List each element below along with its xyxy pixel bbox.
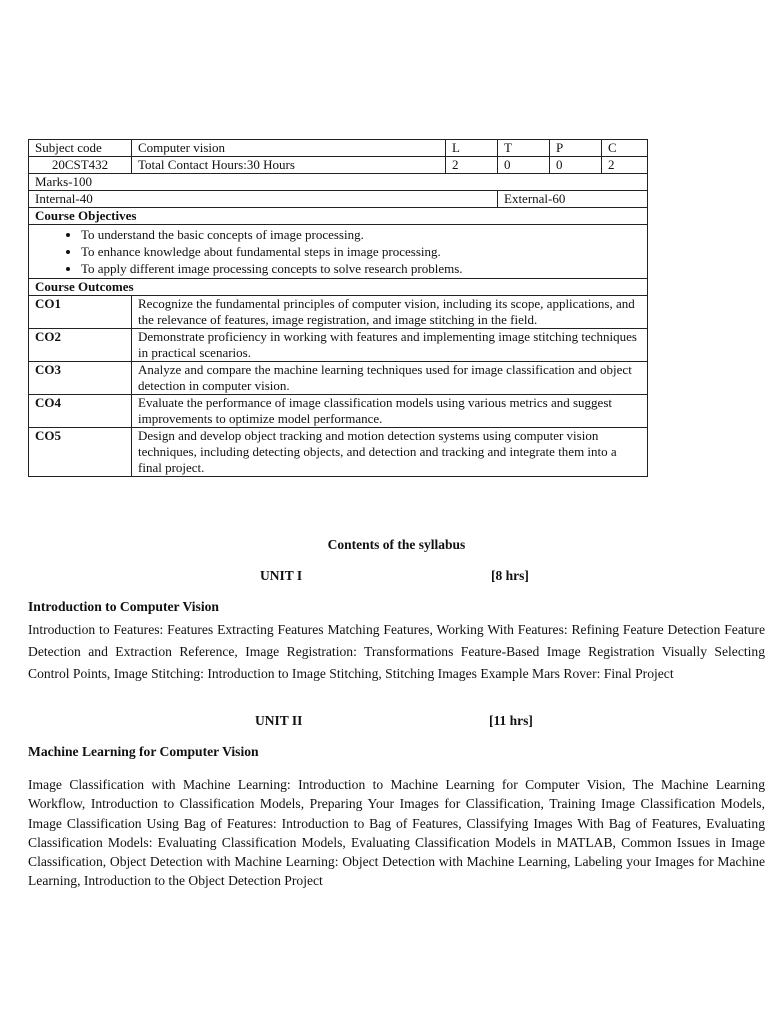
outcome-code: CO4 (29, 395, 132, 428)
subject-code: 20CST432 (29, 157, 132, 174)
outcome-text: Analyze and compare the machine learning techniques used for image classification and object detection in computer vision. (132, 362, 648, 395)
list-item: • To apply different image processing concepts to solve research problems. (81, 260, 641, 277)
course-info-table (28, 139, 648, 477)
outcome-code: CO3 (29, 362, 132, 395)
outcome-text: Demonstrate proficiency in working with features and implementing image stitching techniques in practical scenarios. (132, 329, 648, 362)
unit2-hours: [11 hrs] (489, 713, 533, 728)
table-row (29, 225, 648, 279)
unit2-title: UNIT II (255, 713, 303, 728)
course-name: Computer vision (132, 140, 446, 157)
outcome-code: CO1 (29, 296, 132, 329)
table-row (29, 174, 648, 191)
outcome-text: Design and develop object tracking and motion detection systems using computer vision techniques, including detecting objects, and detection and tracking and integrate them into a final project. (132, 428, 648, 477)
internal-marks: Internal-40 (29, 191, 498, 208)
table-row (29, 157, 648, 174)
table-row (29, 428, 648, 477)
ltpc-header-l: L (446, 140, 498, 157)
ltpc-value-p: 0 (550, 157, 602, 174)
outcome-code: CO2 (29, 329, 132, 362)
table-row (29, 279, 648, 296)
ltpc-header-c: C (602, 140, 648, 157)
objectives-cell (29, 225, 648, 279)
subject-code-label: Subject code (29, 140, 132, 157)
ltpc-value-l: 2 (446, 157, 498, 174)
outcome-text: Evaluate the performance of image classification models using various metrics and suggest improvements to optimize model performance. (132, 395, 648, 428)
unit2-subtitle: Machine Learning for Computer Vision (28, 744, 259, 759)
unit1-body: Introduction to Features: Features Extracting Features Matching Features, Working With Features: Refining Feature Detection Feature Detection and Extraction Reference, Image Registration: Transformations Feature-Based Image Registration Visually Selecting Control Points, Image Stitching: Introduction to Image Stitching, Stitching Images Example Mars Rover: Final Project (28, 622, 765, 681)
list-item: • To enhance knowledge about fundamental steps in image processing. (81, 243, 641, 260)
unit2-body: Image Classification with Machine Learning: Introduction to Machine Learning for Computer Vision, The Machine Learning Workflow, Introduction to Classification Models, Preparing Your Images for Classification, Training Image Classification Models, Image Classification Using Bag of Features: Introduction to Bag of Features, Classifying Images With Bag of Features, Evaluating Classification Models: Evaluating Classification Models, Evaluating Classification Models in MATLAB, Common Issues in Image Classification, Object Detection with Machine Learning: Object Detection with Machine Learning, Labeling your Images for Machine Learning, Introduction to the Object Detection Project (28, 777, 765, 889)
outcome-code: CO5 (29, 428, 132, 477)
unit1-subtitle: Introduction to Computer Vision (28, 599, 219, 614)
ltpc-value-c: 2 (602, 157, 648, 174)
table-row (29, 296, 648, 329)
table-row (29, 395, 648, 428)
list-item: • To understand the basic concepts of image processing. (81, 226, 641, 243)
ltpc-header-t: T (498, 140, 550, 157)
objectives-heading: Course Objectives (29, 208, 648, 225)
unit1-title: UNIT I (260, 568, 303, 583)
table-row (29, 140, 648, 157)
objectives-list (35, 226, 641, 277)
outcomes-heading: Course Outcomes (29, 279, 648, 296)
ltpc-header-p: P (550, 140, 602, 157)
table-row (29, 329, 648, 362)
unit1-hours: [8 hrs] (491, 568, 529, 583)
marks: Marks-100 (29, 174, 648, 191)
external-marks: External-60 (498, 191, 648, 208)
contents-heading: Contents of the syllabus (327, 537, 466, 552)
ltpc-value-t: 0 (498, 157, 550, 174)
table-row (29, 208, 648, 225)
table-row (29, 362, 648, 395)
contact-hours: Total Contact Hours:30 Hours (132, 157, 446, 174)
outcome-text: Recognize the fundamental principles of computer vision, including its scope, applications, and the relevance of features, image registration, and image stitching in the field. (132, 296, 648, 329)
table-row (29, 191, 648, 208)
